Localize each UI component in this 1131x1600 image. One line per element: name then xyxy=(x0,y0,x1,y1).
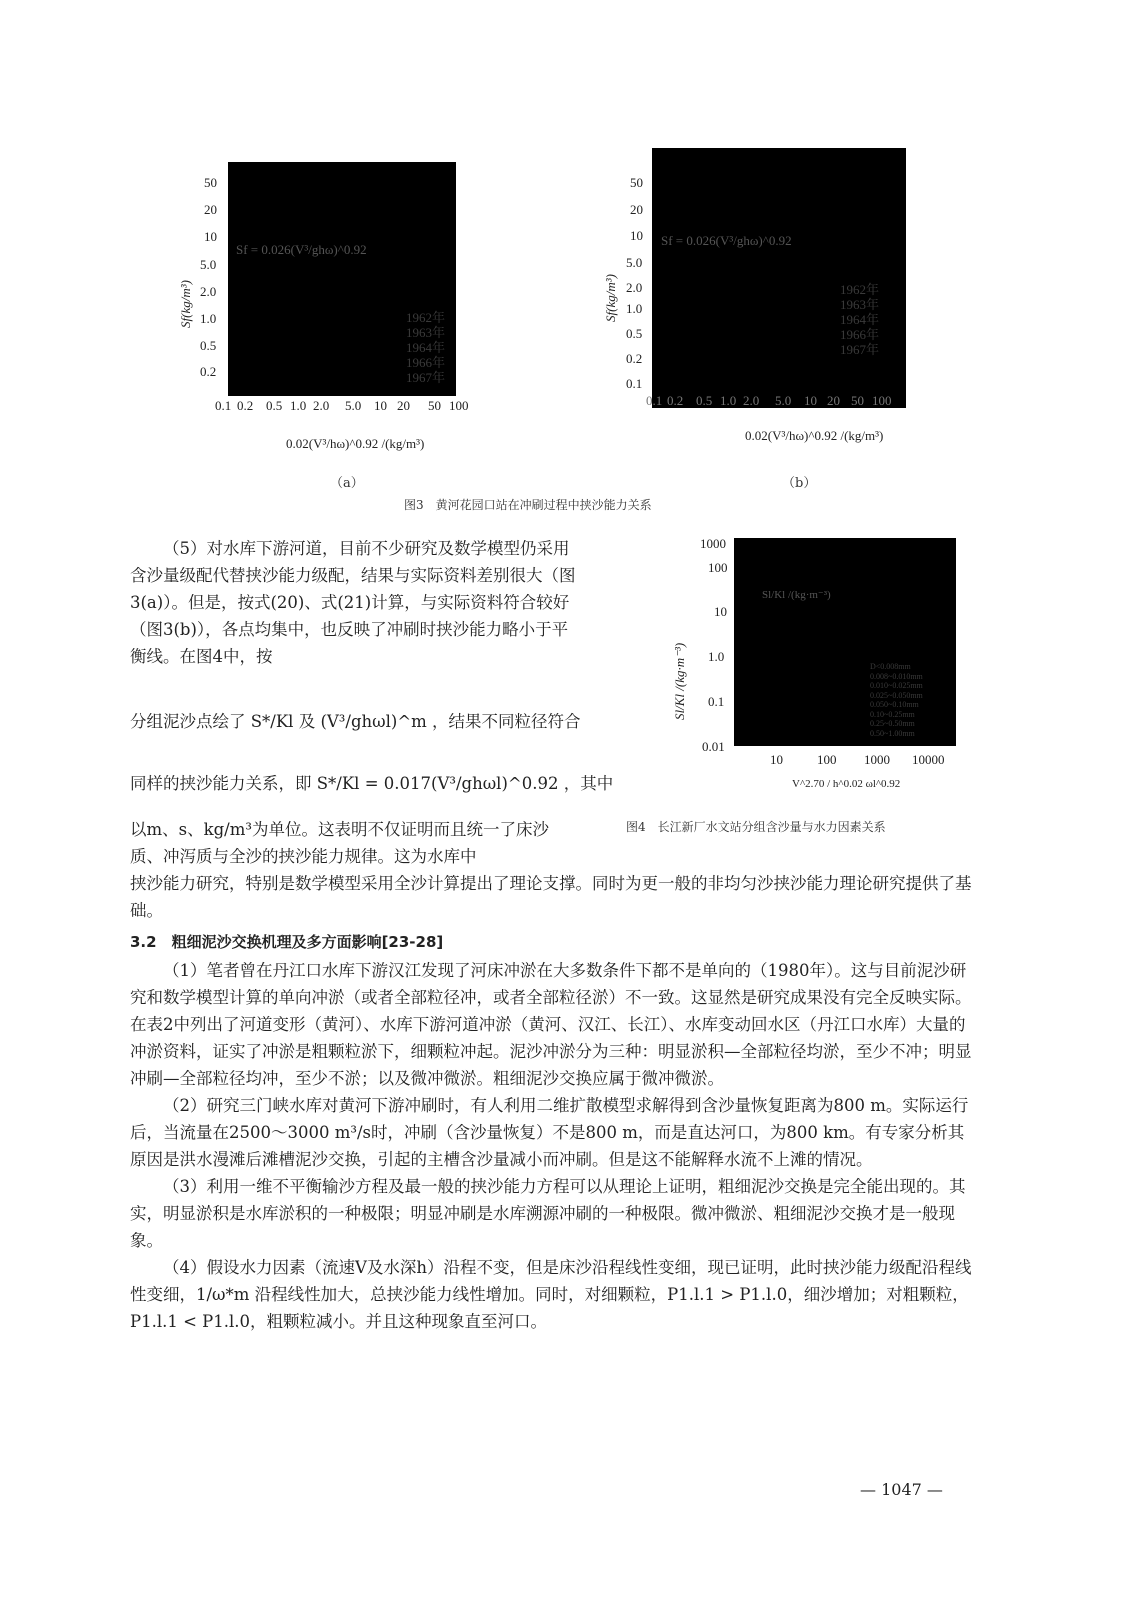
legend-item: 0.10~0.25mm xyxy=(870,709,915,719)
y-tick: 2.0 xyxy=(200,284,217,299)
legend-item: 0.008~0.010mm xyxy=(870,671,923,681)
legend-item: 1967年 xyxy=(840,342,880,357)
figure3a-x-axis-label: 0.02(V³/hω)^0.92 /(kg/m³) xyxy=(286,436,425,451)
x-tick: 20 xyxy=(397,398,410,413)
y-tick: 5.0 xyxy=(200,257,217,272)
x-tick: 10 xyxy=(804,393,817,408)
legend-item: D<0.008mm xyxy=(870,662,911,671)
x-tick: 0.1 xyxy=(215,398,232,413)
x-tick: 50 xyxy=(851,393,864,408)
figure4-y-axis-label: Sl/Kl /(kg·m⁻³) xyxy=(672,642,687,720)
figure3a-sublabel: （a） xyxy=(330,476,364,491)
y-tick: 0.1 xyxy=(708,694,725,709)
legend-item: 1963年 xyxy=(406,325,446,340)
y-tick: 2.0 xyxy=(626,280,643,295)
section-heading: 3.2 粗细泥沙交换机理及多方面影响[23-28] xyxy=(130,933,444,951)
legend-item: 1966年 xyxy=(840,327,880,342)
x-tick: 100 xyxy=(449,398,469,413)
x-tick: 100 xyxy=(817,752,837,767)
figure3b-legend xyxy=(840,282,879,357)
paragraph-5-continuation: 挟沙能力研究，特别是数学模型采用全沙计算提出了理论支撑。同时为更一般的非均匀沙挟沙能力理论研究提供了基础。 xyxy=(130,874,972,920)
legend-item: 1963年 xyxy=(840,297,880,312)
figure4-formula: Sl/Kl /(kg·m⁻³) xyxy=(762,589,831,601)
formula-line-1: 分组泥沙点绘了 S*/Kl 及 (V³/ghωl)^m ，结果不同粒径符合 xyxy=(130,712,581,731)
x-tick: 10 xyxy=(770,752,783,767)
figure3b-formula: Sf = 0.026(V³/ghω)^0.92 xyxy=(661,233,792,248)
figure3-caption: 图3 黄河花园口站在冲刷过程中挟沙能力关系 xyxy=(404,498,652,512)
paragraph: （1）笔者曾在丹江口水库下游汉江发现了河床冲淤在大多数条件下都不是单向的（1980年）。这与目前泥沙研究和数学模型计算的单向冲淤（或者全部粒径冲，或者全部粒径淤）不一致。这显然是研究成果没有完全反映实际。在表2中列出了河道变形（黄河）、水库下游河道冲淤（黄河、汉江、长江）、水库变动回水区（丹江口水库）大量的冲淤资料，证实了冲淤是粗颗粒淤下，细颗粒冲起。泥沙冲淤分为三种：明显淤积—全部粒径均淤，至少不冲；明显冲刷—全部粒径均冲，至少不淤；以及微冲微淤。粗细泥沙交换应属于微冲微淤。 xyxy=(130,961,972,1088)
figure4-x-axis-label: V^2.70 / h^0.02 ωl^0.92 xyxy=(792,778,901,790)
figure3b-plot-area xyxy=(652,148,906,408)
y-tick: 1.0 xyxy=(200,311,217,326)
figure4-legend xyxy=(870,662,923,738)
legend-item: 0.050~0.10mm xyxy=(870,700,919,709)
x-tick: 10000 xyxy=(912,752,945,767)
x-tick: 20 xyxy=(827,393,840,408)
y-tick: 100 xyxy=(708,560,728,575)
x-tick: 0.1 xyxy=(646,393,663,408)
x-tick: 0.5 xyxy=(696,393,713,408)
x-tick: 10 xyxy=(374,398,387,413)
legend-item: 1967年 xyxy=(406,370,446,385)
x-tick: 2.0 xyxy=(313,398,330,413)
y-tick: 50 xyxy=(204,175,217,190)
formula-line-2: 同样的挟沙能力关系，即 S*/Kl = 0.017(V³/ghωl)^0.92 ，其中 xyxy=(130,774,614,793)
y-tick: 0.2 xyxy=(200,364,217,379)
paragraph: （4）假设水力因素（流速V及水深h）沿程不变，但是床沙沿程线性变细，现已证明，此时挟沙能力级配沿程线性变细，1/ω*m 沿程线性加大，总挟沙能力线性增加。同时，对细颗粒，P1.l.1 > P1.l.0，细沙增加；对粗颗粒，P1.l.1 < P1.l.0，粗颗粒减小。并且这种现象直至河口。 xyxy=(130,1258,972,1331)
figure4-caption: 图4 长江新厂水文站分组含沙量与水力因素关系 xyxy=(626,820,886,834)
x-tick: 2.0 xyxy=(743,393,760,408)
body-text xyxy=(130,957,980,1335)
x-tick: 1.0 xyxy=(290,398,307,413)
y-tick: 20 xyxy=(204,202,217,217)
figure3b-sublabel: （b） xyxy=(782,476,817,491)
x-tick: 1000 xyxy=(864,752,890,767)
y-tick: 10 xyxy=(204,229,217,244)
figure3a-y-axis-label: Sf(kg/m³) xyxy=(178,280,193,328)
y-tick: 0.2 xyxy=(626,351,643,366)
x-tick: 0.2 xyxy=(667,393,684,408)
x-tick: 0.5 xyxy=(266,398,283,413)
x-tick: 0.2 xyxy=(237,398,254,413)
figure3b-y-axis-label: Sf(kg/m³) xyxy=(603,274,618,322)
paragraph: （3）利用一维不平衡输沙方程及最一般的挟沙能力方程可以从理论上证明，粗细泥沙交换是完全能出现的。其实，明显淤积是水库淤积的一种极限；明显冲刷是水库溯源冲刷的一种极限。微冲微淤、粗细泥沙交换才是一般现象。 xyxy=(130,1177,966,1250)
legend-item: 0.025~0.050mm xyxy=(870,690,923,700)
y-tick: 0.5 xyxy=(200,338,217,353)
legend-item: 0.25~0.50mm xyxy=(870,719,915,728)
left-column-text xyxy=(130,535,580,670)
x-tick: 100 xyxy=(872,393,892,408)
legend-item: 1966年 xyxy=(406,355,446,370)
legend-item: 1964年 xyxy=(406,340,446,355)
figure3a-formula: Sf = 0.026(V³/ghω)^0.92 xyxy=(236,242,367,257)
y-tick: 0.1 xyxy=(626,376,643,391)
legend-item: 0.010~0.025mm xyxy=(870,681,923,690)
y-tick: 10 xyxy=(714,604,727,619)
y-tick: 5.0 xyxy=(626,255,643,270)
legend-item: 0.50~1.00mm xyxy=(870,728,915,738)
x-tick: 5.0 xyxy=(775,393,792,408)
legend-item: 1962年 xyxy=(840,282,880,297)
page-number: — 1047 — xyxy=(860,1480,943,1499)
figure3a-legend xyxy=(406,310,445,385)
legend-item: 1964年 xyxy=(840,312,880,327)
y-tick: 1.0 xyxy=(708,649,725,664)
y-tick: 1.0 xyxy=(626,301,643,316)
x-tick: 50 xyxy=(428,398,441,413)
legend-item: 1962年 xyxy=(406,310,446,325)
y-tick: 0.01 xyxy=(702,739,725,754)
y-tick: 1000 xyxy=(700,536,726,551)
y-tick: 0.5 xyxy=(626,326,643,341)
x-tick: 5.0 xyxy=(345,398,362,413)
paragraph-5: （5）对水库下游河道，目前不少研究及数学模型仍采用含沙量级配代替挟沙能力级配，结果与实际资料差别很大（图3(a)）。但是，按式(20)、式(21)计算，与实际资料符合较好（图3(b)），各点均集中，也反映了冲刷时挟沙能力略小于平衡线。在图4中，按 xyxy=(130,539,576,666)
y-tick: 50 xyxy=(630,175,643,190)
paragraph: （2）研究三门峡水库对黄河下游冲刷时，有人利用二维扩散模型求解得到含沙量恢复距离为800 m。实际运行后，当流量在2500～3000 m³/s时，冲刷（含沙量恢复）不是800 m，而是直达河口，为800 km。有专家分析其原因是洪水漫滩后滩槽泥沙交换，引起的主槽含沙量减小而冲刷。但是这不能解释水流不上滩的情况。 xyxy=(130,1096,969,1169)
figure3b-x-axis-label: 0.02(V³/hω)^0.92 /(kg/m³) xyxy=(745,428,884,443)
y-tick: 10 xyxy=(630,228,643,243)
left-column-text-end: 以m、s、kg/m³为单位。这表明不仅证明而且统一了床沙质、冲泻质与全沙的挟沙能力规律。这为水库中 xyxy=(130,820,549,866)
y-tick: 20 xyxy=(630,202,643,217)
x-tick: 1.0 xyxy=(720,393,737,408)
